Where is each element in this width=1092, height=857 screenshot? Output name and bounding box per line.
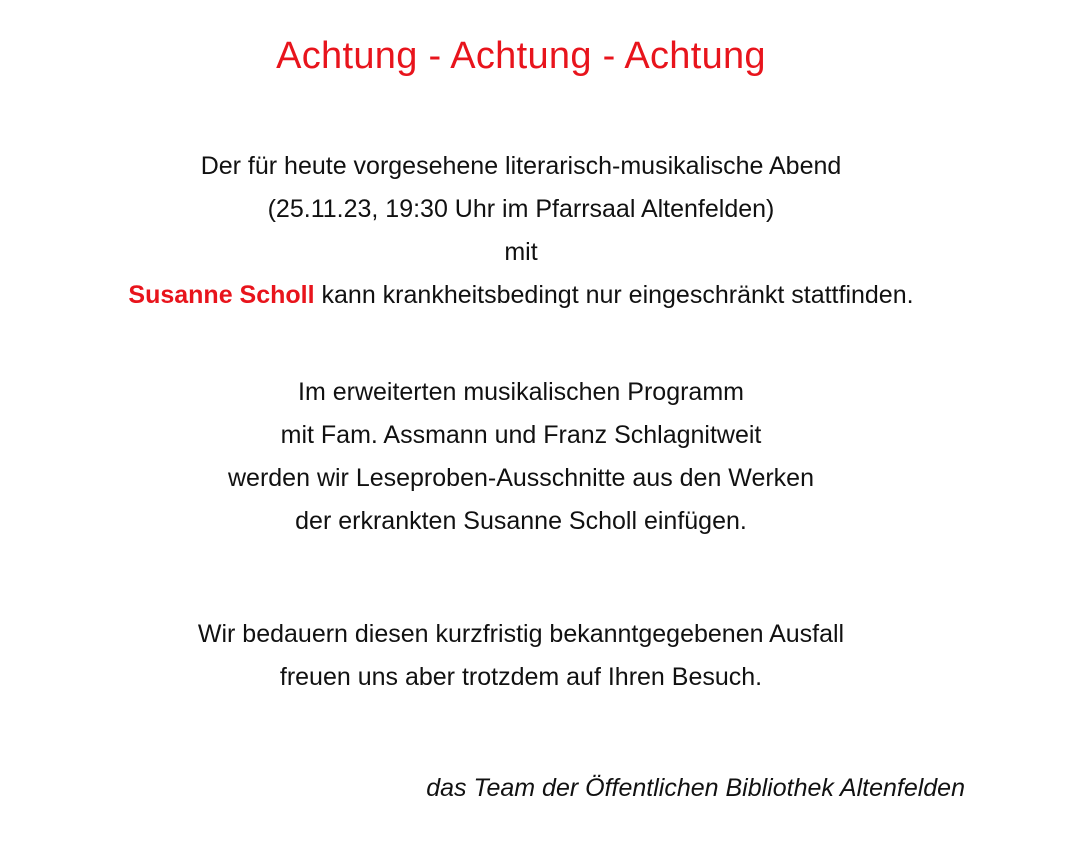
notice-heading: Achtung - Achtung - Achtung <box>276 35 766 77</box>
announcement-line-1: Der für heute vorgesehene literarisch-musikalische Abend <box>200 152 842 180</box>
announcement-line-2: (25.11.23, 19:30 Uhr im Pfarrsaal Altenfelden) <box>267 195 775 223</box>
program-line-1: Im erweiterten musikalischen Programm <box>298 378 744 406</box>
program-line-2: mit Fam. Assmann und Franz Schlagnitweit <box>280 421 762 449</box>
program-line-4: der erkrankten Susanne Scholl einfügen. <box>295 507 747 535</box>
announcement-line-4-rest: kann krankheitsbedingt nur eingeschränkt stattfinden. <box>314 281 914 309</box>
announcement-line-3: mit <box>504 238 538 266</box>
signature: das Team der Öffentlichen Bibliothek Altenfelden <box>426 774 965 802</box>
apology-line-1: Wir bedauern diesen kurzfristig bekanntgegebenen Ausfall <box>197 620 845 648</box>
program-block <box>0 371 1042 543</box>
apology-line-2: freuen uns aber trotzdem auf Ihren Besuch. <box>279 663 763 691</box>
highlighted-author-name: Susanne Scholl <box>128 281 315 309</box>
program-line-3: werden wir Leseproben-Ausschnitte aus den Werken <box>228 464 814 492</box>
announcement-line-4 <box>0 274 1042 317</box>
announcement-block <box>0 145 1042 317</box>
apology-block <box>0 613 1042 699</box>
